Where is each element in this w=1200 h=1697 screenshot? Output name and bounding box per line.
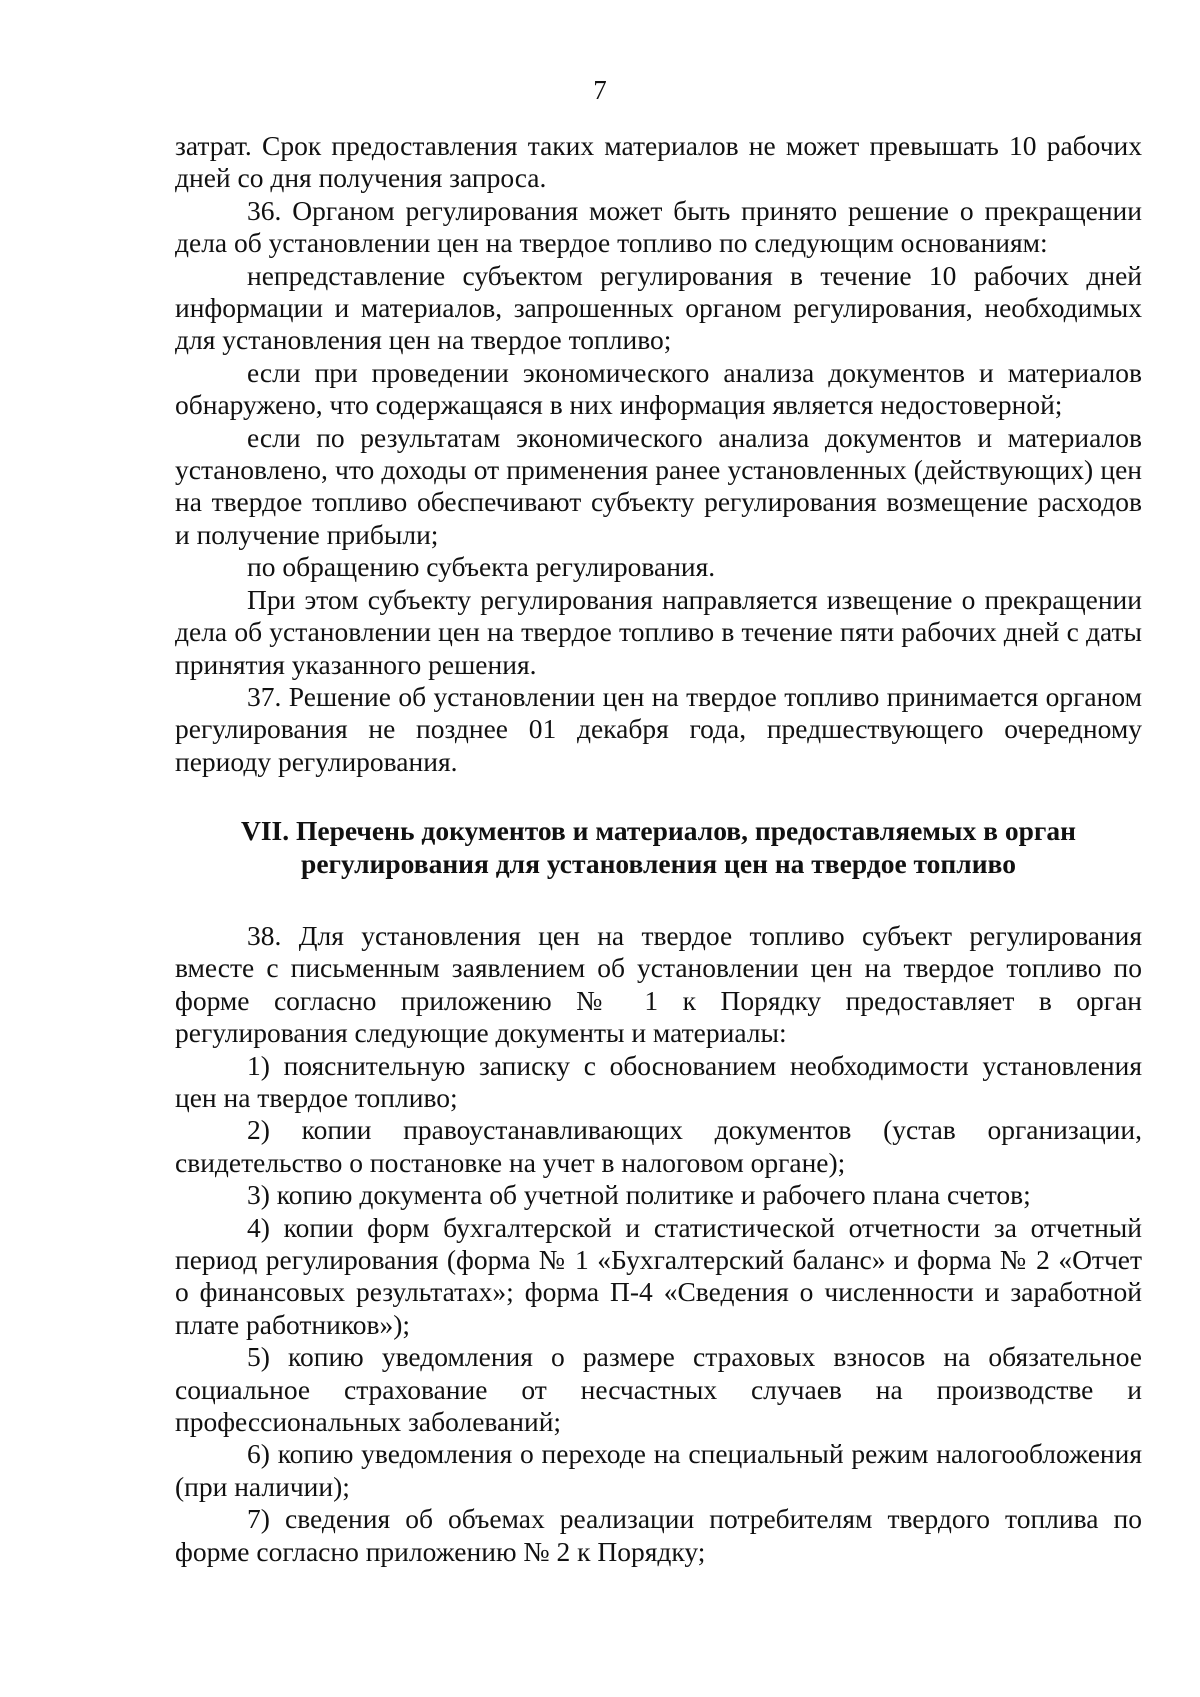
paragraph: непредставление субъектом регулирования в течение 10 рабочих дней информации и материалов, запрошенных органом регулирования, необходимых для установления цен на твердое топливо; [175,259,1142,356]
section-heading-line-1: VII. Перечень документов и материалов, предоставляемых в орган [241,815,1076,847]
paragraph: 5) копию уведомления о размере страховых взносов на обязательное социальное страхование от несчастных случаев на производстве и профессиональных заболеваний; [175,1341,1142,1438]
paragraph: если по результатам экономического анализа документов и материалов установлено, что доходы от применения ранее установленных (действующих) цен на твердое топливо обеспечивают субъекту регулирования возмещение расходов и получение прибыли; [175,421,1142,550]
paragraph: 3) копию документа об учетной политике и рабочего плана счетов; [247,1179,1031,1211]
paragraph: если при проведении экономического анализа документов и материалов обнаружено, что содержащаяся в них информация является недостоверной; [175,356,1142,421]
document-body [175,130,1142,1568]
paragraph: затрат. Срок предоставления таких материалов не может превышать 10 рабочих дней со дня получения запроса. [175,130,1142,194]
paragraphs-after-heading [175,920,1142,1568]
paragraph: 4) копии форм бухгалтерской и статистической отчетности за отчетный период регулирования (форма № 1 «Бухгалтерский баланс» и форма № 2 «Отчет о финансовых результатах»; форма П-4 «Сведения о численности и заработной плате работников»); [175,1211,1142,1340]
paragraph: 36. Органом регулирования может быть принято решение о прекращении дела об установлении цен на твердое топливо по следующим основаниям: [175,194,1142,259]
paragraph: 37. Решение об установлении цен на твердое топливо принимается органом регулирования не позднее 01 декабря года, предшествующего очередному периоду регулирования. [175,680,1142,777]
paragraph: 1) пояснительную записку с обоснованием необходимости установления цен на твердое топливо; [175,1049,1142,1113]
paragraph: 7) сведения об объемах реализации потребителям твердого топлива по форме согласно приложению № 2 к Порядку; [175,1503,1142,1567]
section-heading-line-2: регулирования для установления цен на твердое топливо [301,847,1016,879]
paragraph: по обращению субъекта регулирования. [247,551,716,583]
section-heading [175,815,1142,880]
paragraph: 2) копии правоустанавливающих документов (устав организации, свидетельство о постановке на учет в налоговом органе); [175,1114,1142,1178]
paragraph: При этом субъекту регулирования направляется извещение о прекращении дела об установлении цен на твердое топливо в течение пяти рабочих дней с даты принятия указанного решения. [175,583,1142,680]
paragraphs-before-heading [175,130,1142,778]
page-number: 7 [593,75,607,105]
paragraph: 6) копию уведомления о переходе на специальный режим налогообложения (при наличии); [175,1438,1142,1502]
paragraph: 38. Для установления цен на твердое топливо субъект регулирования вместе с письменным заявлением об установлении цен на твердое топливо по форме согласно приложению № 1 к Порядку предоставляет в орган регулирования следующие документы и материалы: [175,919,1142,1049]
